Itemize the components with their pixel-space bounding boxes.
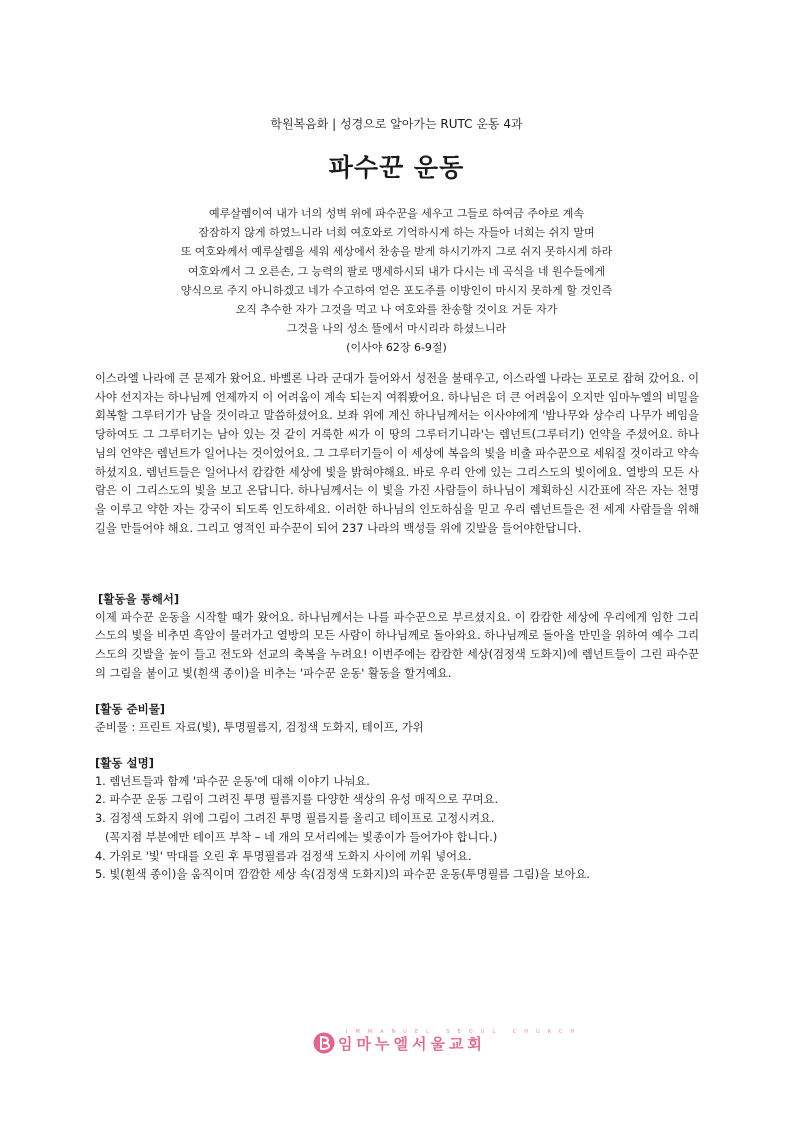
instruction-step: 1. 렘넌트들과 함께 '파수꾼 운동'에 대해 이야기 나눠요. (95, 774, 370, 788)
activity-section (95, 590, 699, 684)
church-logo (313, 1028, 583, 1055)
lesson-header: 학원복음화 | 성경으로 알아가는 RUTC 운동 4과 (270, 117, 523, 131)
instruction-step: 2. 파수꾼 운동 그림이 그려진 투명 필름지를 다양한 색상의 유성 매직으로 꾸며요. (95, 793, 499, 807)
instruction-step: 4. 가위로 '빛' 막대를 오린 후 투명필름과 검정색 도화지 사이에 끼워 넣어요. (95, 849, 472, 863)
logo-subtext: IMMANUEL SEOUL CHURCH (346, 1028, 583, 1035)
scripture-passage (90, 204, 703, 358)
verse-reference: (이사야 62장 6-9절) (346, 341, 447, 355)
section-heading: [활동 준비물] (95, 702, 166, 716)
verse-line: 양식으로 주지 아니하겠고 네가 수고하여 얻은 포도주를 이방인이 마시지 못하게 할 것인즉 (180, 283, 613, 297)
section-heading: [활동을 통해서] (98, 592, 180, 606)
instruction-step: 3. 검정색 도화지 위에 그림이 그려진 투명 필름지를 올리고 테이프로 고정시켜요. (95, 812, 495, 826)
verse-line: 그것을 나의 성소 뜰에서 마시리라 하셨느니라 (286, 322, 507, 336)
section-heading: [활동 설명] (95, 756, 154, 770)
intro-paragraph: 이스라엘 나라에 큰 문제가 왔어요. 바벨론 나라 군대가 들어와서 성전을 불태우고, 이스라엘 나라는 포로로 잡혀 갔어요. 이사야 선지자는 하나님께 언제까지 이 어려움이 계속 되는지 여쭤봤어요. 하나님은 더 큰 어려움이 오지만 임마누엘의 비밀을 회복할 그루터기가 남을 것이라고 말씀하셨어요. 보좌 위에 계신 하나님께서는 이사야에게 '밤나무와 상수리 나무가 베임을 당하여도 그 그루터기는 남아 있는 것 같이 거룩한 씨가 이 땅의 그루터기니라'는 렘넌트(그루터기) 언약을 주셨어요. 하나님의 언약은 렘넌트가 일어나는 것이었어요. 그 그루터기들이 이 세상에 복음의 빛을 비출 파수꾼으로 세워질 것이라고 약속하셨지요. 렘넌트들은 일어나서 캄캄한 세상에 빛을 밝혀야해요. 바로 우리 안에 있는 그리스도의 빛이에요. 열방의 모든 사람은 이 그리스도의 빛을 보고 온답니다. 하나님께서는 이 빛을 가진 사람들이 하나님이 계획하신 시간표에 작은 자는 천명을 이루고 약한 자는 강국이 되도록 인도하세요. 이러한 하나님의 인도하심을 믿고 우리 렘넌트들은 전 세계 사람들을 위해 길을 만들어야 해요. 그리고 영적인 파수꾼이 되어 237 나라의 백성들 위에 깃발을 들어야한답니다. (95, 372, 699, 535)
instructions-section (95, 754, 699, 885)
verse-line: 오직 추수한 자가 그것을 먹고 나 여호와를 찬송할 것이요 거둔 자가 (235, 303, 558, 317)
page-title: 파수꾼 운동 (328, 153, 465, 182)
materials-list: 준비물 : 프린트 자료(빛), 투명필름지, 검정색 도화지, 테이프, 가위 (95, 720, 424, 734)
activity-paragraph: 이제 파수꾼 운동을 시작할 때가 왔어요. 하나님께서는 나를 파수꾼으로 부르셨지요. 이 캄캄한 세상에 우리에게 임한 그리스도의 빛을 비추면 흑암이 물러가고 열방의 모든 사람이 하나님께로 돌아와요. 하나님께로 돌아올 만민을 위하여 예수 그리스도의 깃발을 높이 들고 전도와 선교의 축복을 누려요! 이번주에는 캄캄한 세상(검정색 도화지)에 렘넌트들이 그린 파수꾼의 그림을 붙이고 빛(흰색 종이)을 비추는 '파수꾼 운동' 활동을 할거예요. (95, 610, 699, 680)
instruction-note: (꼭지점 부분에만 테이프 부착 – 네 개의 모서리에는 빛종이가 들어가야 합니다.) (105, 830, 498, 844)
verse-line: 예루살렘이여 내가 너의 성벽 위에 파수꾼을 세우고 그들로 하여금 주야로 계속 (209, 207, 584, 220)
logo-text: 임마누엘서울교회 (338, 1034, 486, 1053)
materials-section (95, 700, 699, 737)
instruction-step: 5. 빛(흰색 종이)을 움직이며 깜깜한 세상 속(검정색 도화지)의 파수꾼 운동(투명필름 그림)을 보아요. (95, 868, 591, 882)
verse-line: 잠잠하지 않게 하였느니라 너희 여호와로 기억하시게 하는 자들아 너희는 쉬지 말며 (198, 226, 595, 240)
verse-line: 또 여호와께서 예루살렘을 세워 세상에서 찬송을 받게 하시기까지 그로 쉬지 못하시게 하라 (180, 245, 613, 259)
church-emblem-icon (313, 1032, 335, 1054)
verse-line: 여호와께서 그 오른손, 그 능력의 팔로 맹세하시되 내가 다시는 네 곡식을 네 원수들에게 (187, 264, 606, 278)
